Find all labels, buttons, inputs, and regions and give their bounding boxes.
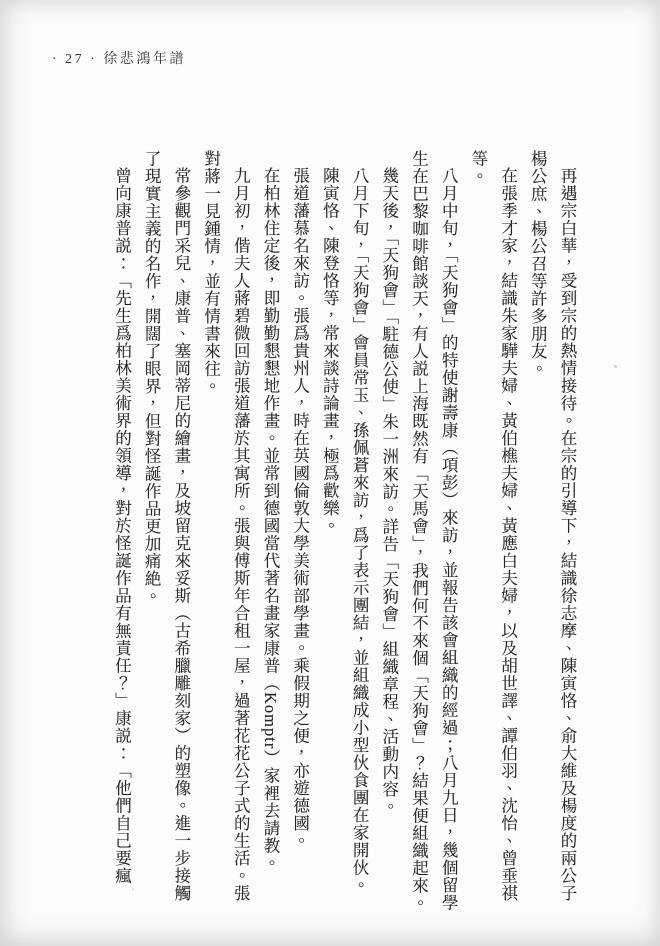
paragraph: 八月下旬，「天狗會」會員常玉、孫佩蒼來訪，爲了表示團結，並組織成小型伙食團在家開伙。	[350, 166, 370, 894]
scan-speck	[500, 760, 502, 762]
paragraph: 曾向康普説：「先生爲柏林美術界的領導，對於怪誕作品有無責任？」康説：「他們自己要瘋	[112, 166, 132, 884]
paragraph: 常參觀門采兒、康普、塞岡蒂尼的繪畫，及坡留克來妥斯（古希臘雕刻家）的塑像。進一步接觸了現實主義的名作，開闊了眼界，但對怪誕作品更加痛絶。	[142, 150, 191, 902]
scan-speck	[132, 888, 134, 891]
paragraph: 在柏林住定後，即勤勤懇懇地作畫。並常到德國當代著名畫家康普（Komptr）家裡去請教。	[260, 166, 280, 872]
paragraph: 幾天後，「天狗會」「駐德公使」朱一洲來訪。詳告「天狗會」組織章程、活動内容。	[379, 166, 399, 815]
vertical-text-block	[77, 150, 582, 915]
paragraph: 再遇宗白華，受到宗的熱情接待。在宗的引導下，結識徐志摩、陳寅恪、俞大維及楊度的兩公子楊公庶、楊公召等許多朋友。	[528, 150, 577, 902]
paragraph: 八月中旬，「天狗會」的特使謝壽康（項彭）來訪，並報告該會組織的經過；八月九日，幾個留學生在巴黎咖啡館談天，有人説上海既然有「天馬會」，我們何不來個「天狗會」？結果便組織起來。	[409, 150, 459, 912]
paragraph: 在張季才家，結識朱家驊夫婦、黃伯樵夫婦、黃應白夫婦，以及胡世譯、譚伯羽、沈怡、曾垂祺等。	[468, 150, 518, 902]
paragraph: 九月初，偕夫人蔣碧微回訪張道藩於其寓所。張與傅斯年合租一屋，過著花花公子式的生活。張對蔣一見鍾情，並有情書來往。	[201, 150, 251, 902]
paragraph: 陳寅恪、陳登恪等，常來談詩論畫，極爲歡樂。	[320, 166, 340, 534]
paragraph: 張道藩慕名來訪。張爲貴州人，時在英國倫敦大學美術部學畫。乘假期之便，亦遊德國。	[290, 166, 310, 849]
scan-speck	[614, 365, 617, 368]
running-head: · 27 · 徐悲鴻年譜	[52, 52, 186, 67]
